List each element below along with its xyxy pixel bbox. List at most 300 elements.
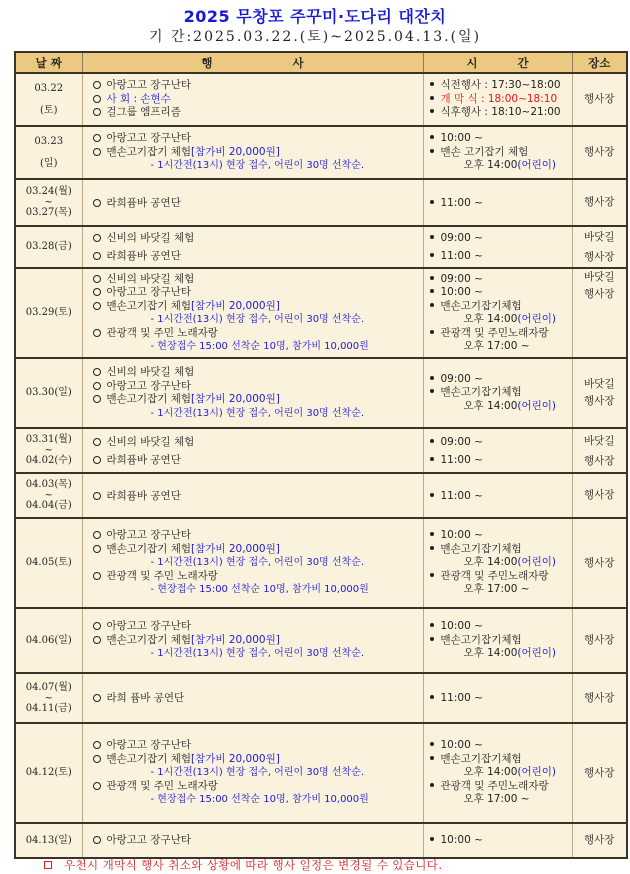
place-cell — [572, 723, 627, 823]
place-cell — [572, 73, 627, 126]
date-line: ~ — [44, 490, 53, 501]
event-label: 라희퓸바 공연단 — [106, 196, 181, 209]
date-cell — [15, 518, 82, 608]
events-cell — [82, 179, 423, 226]
time-detail-text: 오후 17:00 ~ — [463, 583, 530, 596]
event-item — [93, 570, 423, 584]
circle-bullet-icon — [93, 755, 101, 763]
date-line: 04.11(금) — [25, 702, 72, 714]
date-line: 03.27(목) — [25, 207, 72, 218]
event-label: 신비의 바닷길 체험 — [106, 435, 195, 448]
event-fee: [참가비 20,000원] — [190, 145, 280, 158]
event-item — [93, 529, 423, 543]
place-cell — [572, 673, 627, 723]
circle-bullet-icon — [93, 148, 101, 156]
circle-bullet-icon — [93, 741, 101, 749]
time-label: 10:00 ~ — [440, 739, 483, 752]
time-label: 맨손고기잡기체험 — [440, 299, 522, 312]
date-cell — [15, 268, 82, 358]
dot-bullet-icon — [430, 493, 434, 497]
event-item — [93, 380, 423, 394]
event-item — [93, 753, 423, 767]
event-item — [93, 634, 423, 648]
dot-bullet-icon — [430, 135, 434, 139]
event-label: 맨손고기잡기 체험 — [106, 542, 191, 555]
dot-bullet-icon — [430, 109, 434, 113]
audience-label: (어린이) — [517, 556, 557, 569]
place-cell — [572, 226, 627, 268]
table-row — [15, 428, 627, 473]
event-fee: [참가비 20,000원] — [190, 633, 280, 646]
dot-bullet-icon — [430, 289, 434, 293]
date-line: 04.05(토) — [25, 557, 72, 568]
event-item — [93, 247, 423, 265]
table-row — [15, 518, 627, 608]
event-item — [93, 487, 423, 505]
time-item — [430, 570, 572, 584]
time-label: 관광객 및 주민노래자랑 — [440, 569, 549, 582]
header-date: 날 짜 — [15, 52, 82, 73]
circle-bullet-icon — [93, 636, 101, 644]
dot-bullet-icon — [430, 96, 434, 100]
event-note — [93, 793, 423, 807]
time-item — [430, 132, 572, 146]
date-line: 04.04(금) — [25, 500, 72, 511]
times-cell — [423, 268, 572, 358]
place-label: 행사장 — [584, 556, 615, 569]
place-label: 행사장 — [584, 146, 615, 158]
time-item — [430, 487, 572, 505]
audience-label: (어린이) — [517, 647, 557, 660]
circle-bullet-icon — [93, 234, 101, 242]
times-cell — [423, 358, 572, 428]
event-label: 아랑고고 장구난타 — [106, 286, 191, 298]
dot-bullet-icon — [430, 149, 434, 153]
event-note — [93, 407, 423, 421]
time-label: 11:00 ~ — [440, 250, 483, 262]
event-item — [93, 689, 423, 707]
event-note — [93, 647, 423, 661]
time-detail — [430, 766, 572, 780]
circle-bullet-icon — [93, 395, 101, 403]
times-cell — [423, 608, 572, 673]
dot-bullet-icon — [430, 837, 434, 841]
circle-bullet-icon — [93, 275, 101, 283]
place-label: 행사장 — [584, 489, 615, 501]
time-label: 관광객 및 주민노래자랑 — [440, 326, 549, 339]
event-label: 아랑고고 장구난타 — [106, 132, 191, 145]
date-line: 03.23 — [34, 135, 64, 147]
time-detail-text: 오후 14:00 — [463, 556, 518, 569]
date-cell — [15, 73, 82, 126]
event-label: 라희퓸바 공연단 — [106, 489, 181, 502]
times-cell — [423, 226, 572, 268]
place-label: 행사장 — [584, 454, 615, 467]
circle-bullet-icon — [93, 81, 101, 89]
date-cell — [15, 226, 82, 268]
circle-bullet-icon — [93, 382, 101, 390]
event-label: 맨손고기잡기 체험 — [106, 633, 191, 646]
circle-bullet-icon — [93, 782, 101, 790]
time-label: 개 막 식 : 18:00~18:10 — [440, 92, 558, 105]
time-label: 관광객 및 주민노래자랑 — [440, 779, 549, 792]
event-item — [93, 366, 423, 380]
dot-bullet-icon — [430, 82, 434, 86]
dot-bullet-icon — [430, 532, 434, 536]
date-line: (일) — [40, 157, 58, 169]
date-cell — [15, 673, 82, 723]
date-line: 03.30(일) — [25, 387, 72, 398]
time-detail — [430, 313, 572, 327]
time-item — [430, 834, 572, 848]
circle-bullet-icon — [93, 302, 101, 310]
time-detail-text: 오후 17:00 ~ — [463, 340, 530, 352]
events-cell — [82, 268, 423, 358]
date-cell — [15, 473, 82, 518]
event-item — [93, 393, 423, 407]
place-label: 바닷길 — [584, 231, 615, 243]
dot-bullet-icon — [430, 783, 434, 787]
time-label: 맨손고기잡기체험 — [440, 752, 522, 765]
event-note-text: - 1시간전(13시) 현장 접수, 어린이 30명 선착순. — [150, 407, 365, 419]
date-cell — [15, 723, 82, 823]
footer-notice — [44, 857, 442, 873]
date-cell — [15, 428, 82, 473]
event-label: 걸그룹 엠프리즘 — [106, 106, 181, 119]
circle-bullet-icon — [93, 288, 101, 296]
checkbox-square-icon — [44, 861, 52, 869]
dot-bullet-icon — [430, 253, 434, 257]
time-detail — [430, 583, 572, 597]
dot-bullet-icon — [430, 695, 434, 699]
place-cell — [572, 126, 627, 179]
event-item — [93, 93, 423, 107]
table-row — [15, 73, 627, 126]
table-row — [15, 723, 627, 823]
time-item — [430, 229, 572, 247]
dot-bullet-icon — [430, 389, 434, 393]
time-item — [430, 146, 572, 160]
time-item — [430, 753, 572, 767]
date-line: 03.29(토) — [25, 307, 72, 318]
event-note — [93, 340, 423, 354]
event-note-text: - 1시간전(13시) 현장 접수, 어린이 30명 선착순. — [150, 314, 365, 325]
dot-bullet-icon — [430, 742, 434, 746]
event-item — [93, 229, 423, 247]
time-label: 10:00 ~ — [440, 833, 483, 846]
date-line: 03.22 — [34, 82, 64, 94]
event-note-text: - 1시간전(13시) 현장 접수, 어린이 30명 선착순. — [150, 767, 365, 779]
events-cell — [82, 473, 423, 518]
event-label: 신비의 바닷길 체험 — [106, 232, 195, 244]
dot-bullet-icon — [430, 276, 434, 280]
event-label: 라희퓸바 공연단 — [106, 453, 181, 466]
events-cell — [82, 823, 423, 858]
dot-bullet-icon — [430, 235, 434, 239]
time-item — [430, 451, 572, 469]
circle-bullet-icon — [93, 438, 101, 446]
event-label: 아랑고고 장구난타 — [106, 833, 191, 846]
event-label: 아랑고고 장구난타 — [106, 529, 191, 542]
header-time: 시 간 — [423, 52, 572, 73]
table-row — [15, 823, 627, 858]
time-item — [430, 634, 572, 648]
circle-bullet-icon — [93, 134, 101, 142]
place-cell — [572, 428, 627, 473]
event-note-text: - 1시간전(13시) 현장 접수, 어린이 30명 선착순. — [150, 557, 365, 569]
dot-bullet-icon — [430, 756, 434, 760]
event-label: 관광객 및 주민 노래자랑 — [106, 569, 218, 582]
table-row — [15, 358, 627, 428]
date-cell — [15, 126, 82, 179]
place-label: 행사장 — [584, 93, 615, 105]
event-fee: [참가비 20,000원] — [190, 752, 280, 765]
event-note-text: - 현장접수 15:00 선착순 10명, 참가비 10,000원 — [150, 794, 369, 806]
event-label: 맨손고기잡기 체험 — [106, 299, 191, 312]
time-item — [430, 780, 572, 794]
event-item — [93, 433, 423, 451]
date-line: 03.24(월) — [25, 186, 72, 197]
circle-bullet-icon — [93, 456, 101, 464]
time-detail — [430, 340, 572, 354]
event-note-text: - 1시간전(13시) 현장 접수, 어린이 30명 선착순. — [150, 648, 365, 660]
event-label: 관광객 및 주민 노래자랑 — [106, 326, 218, 339]
dot-bullet-icon — [430, 439, 434, 443]
audience-label: (어린이) — [517, 766, 557, 779]
circle-bullet-icon — [93, 329, 101, 337]
date-line: 03.28(금) — [25, 241, 72, 252]
time-item — [430, 386, 572, 400]
event-item — [93, 79, 423, 93]
time-label: 10:00 ~ — [440, 132, 483, 145]
date-line: ~ — [44, 692, 53, 704]
place-cell — [572, 473, 627, 518]
event-label: 아랑고고 장구난타 — [106, 79, 191, 92]
date-cell — [15, 823, 82, 858]
event-item — [93, 146, 423, 160]
date-cell — [15, 179, 82, 226]
place-cell — [572, 608, 627, 673]
table-row — [15, 673, 627, 723]
dot-bullet-icon — [430, 637, 434, 641]
events-cell — [82, 673, 423, 723]
place-label: 행사장 — [584, 834, 615, 846]
time-label: 11:00 ~ — [440, 489, 483, 502]
event-label: 라희퓸바 공연단 — [106, 250, 181, 262]
place-label: 행사장 — [584, 251, 615, 263]
place-label: 행사장 — [584, 691, 615, 704]
dot-bullet-icon — [430, 330, 434, 334]
event-label: 관광객 및 주민 노래자랑 — [106, 779, 218, 792]
events-cell — [82, 608, 423, 673]
audience-label: (어린이) — [517, 399, 557, 412]
place-cell — [572, 823, 627, 858]
events-cell — [82, 73, 423, 126]
times-cell — [423, 428, 572, 473]
event-label: 맨손고기잡기 체험 — [106, 145, 191, 158]
time-detail-text: 오후 14:00 — [463, 399, 518, 412]
time-label: 10:00 ~ — [440, 286, 483, 298]
audience-label: (어린이) — [517, 313, 557, 325]
circle-bullet-icon — [93, 108, 101, 116]
place-label: 행사장 — [584, 766, 615, 779]
event-label: 라희 퓸바 공연단 — [106, 692, 185, 704]
event-item — [93, 300, 423, 314]
table-row — [15, 126, 627, 179]
time-detail-text: 오후 14:00 — [463, 313, 518, 325]
event-label: 사 회 : 손현수 — [106, 92, 171, 105]
event-label: 신비의 바닷길 체험 — [106, 366, 195, 378]
circle-bullet-icon — [93, 531, 101, 539]
event-note — [93, 766, 423, 780]
event-period: 기 간:2025.03.22.(토)~2025.04.13.(일) — [148, 29, 482, 45]
dot-bullet-icon — [430, 573, 434, 577]
event-item — [93, 132, 423, 146]
circle-bullet-icon — [93, 199, 101, 207]
time-label: 11:00 ~ — [440, 453, 483, 466]
date-line: 03.31(월) — [25, 434, 72, 445]
time-detail — [430, 159, 572, 173]
time-label: 09:00 ~ — [440, 435, 483, 448]
place-cell — [572, 179, 627, 226]
times-cell — [423, 73, 572, 126]
date-cell — [15, 608, 82, 673]
time-label: 09:00 ~ — [440, 232, 483, 244]
time-item — [430, 273, 572, 287]
event-item — [93, 273, 423, 287]
event-label: 아랑고고 장구난타 — [106, 620, 191, 633]
event-note — [93, 313, 423, 327]
time-label: 11:00 ~ — [440, 196, 483, 209]
time-label: 식후행사 : 18:10~21:00 — [440, 106, 561, 119]
event-item — [93, 834, 423, 848]
date-line: 04.03(목) — [25, 479, 72, 490]
circle-bullet-icon — [93, 572, 101, 580]
event-item — [93, 620, 423, 634]
time-item — [430, 194, 572, 212]
times-cell — [423, 473, 572, 518]
event-item — [93, 327, 423, 341]
time-detail — [430, 793, 572, 807]
time-label: 맨손 고기잡기 체험 — [440, 145, 529, 158]
date-cell — [15, 358, 82, 428]
time-label: 09:00 ~ — [440, 372, 483, 385]
time-item — [430, 79, 572, 93]
times-cell — [423, 823, 572, 858]
time-detail — [430, 400, 572, 414]
event-note — [93, 159, 423, 173]
table-row — [15, 179, 627, 226]
date-line: 04.07(월) — [25, 681, 72, 693]
events-cell — [82, 358, 423, 428]
time-item — [430, 529, 572, 543]
place-cell — [572, 358, 627, 428]
footer-text: 우천시 개막식 행사 취소와 상황에 따라 행사 일정은 변경될 수 있습니다. — [64, 858, 443, 872]
event-label: 맨손고기잡기 체험 — [106, 393, 191, 405]
times-cell — [423, 518, 572, 608]
events-cell — [82, 126, 423, 179]
time-item — [430, 93, 572, 107]
date-line: 04.13(일) — [25, 834, 72, 846]
time-item — [430, 286, 572, 300]
event-label: 신비의 바닷길 체험 — [106, 272, 195, 285]
time-detail-text: 오후 14:00 — [463, 159, 518, 172]
dot-bullet-icon — [430, 546, 434, 550]
place-label: 바닷길 — [584, 378, 615, 390]
place-label: 행사장 — [584, 634, 615, 646]
time-label: 09:00 ~ — [440, 272, 483, 285]
event-note — [93, 583, 423, 597]
event-item — [93, 106, 423, 120]
event-item — [93, 739, 423, 753]
time-item — [430, 433, 572, 451]
table-row — [15, 473, 627, 518]
table-row — [15, 226, 627, 268]
header-event: 행 사 — [82, 52, 423, 73]
dot-bullet-icon — [430, 457, 434, 461]
place-label: 바닷길 — [584, 271, 615, 283]
place-label: 행사장 — [584, 288, 615, 300]
event-item — [93, 543, 423, 557]
time-item — [430, 300, 572, 314]
dot-bullet-icon — [430, 376, 434, 380]
place-label: 행사장 — [584, 196, 615, 208]
event-fee: [참가비 20,000원] — [190, 542, 280, 555]
time-item — [430, 620, 572, 634]
place-cell — [572, 518, 627, 608]
circle-bullet-icon — [93, 95, 101, 103]
table-header-row — [15, 52, 627, 73]
event-item — [93, 286, 423, 300]
times-cell — [423, 673, 572, 723]
event-note-text: - 1시간전(13시) 현장 접수, 어린이 30명 선착순. — [150, 160, 365, 172]
place-label: 바닷길 — [584, 434, 615, 447]
circle-bullet-icon — [93, 622, 101, 630]
date-line: ~ — [44, 445, 53, 456]
time-detail-text: 오후 14:00 — [463, 766, 518, 779]
date-line: 04.12(토) — [25, 767, 72, 778]
circle-bullet-icon — [93, 492, 101, 500]
time-item — [430, 543, 572, 557]
event-note-text: - 현장접수 15:00 선착순 10명, 참가비 10,000원 — [150, 584, 369, 596]
time-item — [430, 327, 572, 341]
time-label: 맨손고기잡기체험 — [440, 542, 522, 555]
time-label: 11:00 ~ — [440, 692, 483, 704]
event-label: 아랑고고 장구난타 — [106, 739, 191, 752]
dot-bullet-icon — [430, 200, 434, 204]
circle-bullet-icon — [93, 545, 101, 553]
circle-bullet-icon — [93, 368, 101, 376]
circle-bullet-icon — [93, 694, 101, 702]
event-item — [93, 194, 423, 212]
time-item — [430, 739, 572, 753]
events-cell — [82, 428, 423, 473]
event-fee: [참가비 20,000원] — [190, 393, 280, 405]
time-detail-text: 오후 17:00 ~ — [463, 793, 530, 806]
times-cell — [423, 723, 572, 823]
time-item — [430, 373, 572, 387]
place-cell — [572, 268, 627, 358]
date-line: ~ — [44, 197, 53, 208]
dot-bullet-icon — [430, 623, 434, 627]
date-line: 04.06(일) — [25, 634, 72, 646]
time-item — [430, 247, 572, 265]
date-line: 04.02(수) — [25, 455, 72, 466]
times-cell — [423, 126, 572, 179]
time-detail — [430, 647, 572, 661]
header-place: 장소 — [572, 52, 627, 73]
place-label: 행사장 — [584, 395, 615, 407]
